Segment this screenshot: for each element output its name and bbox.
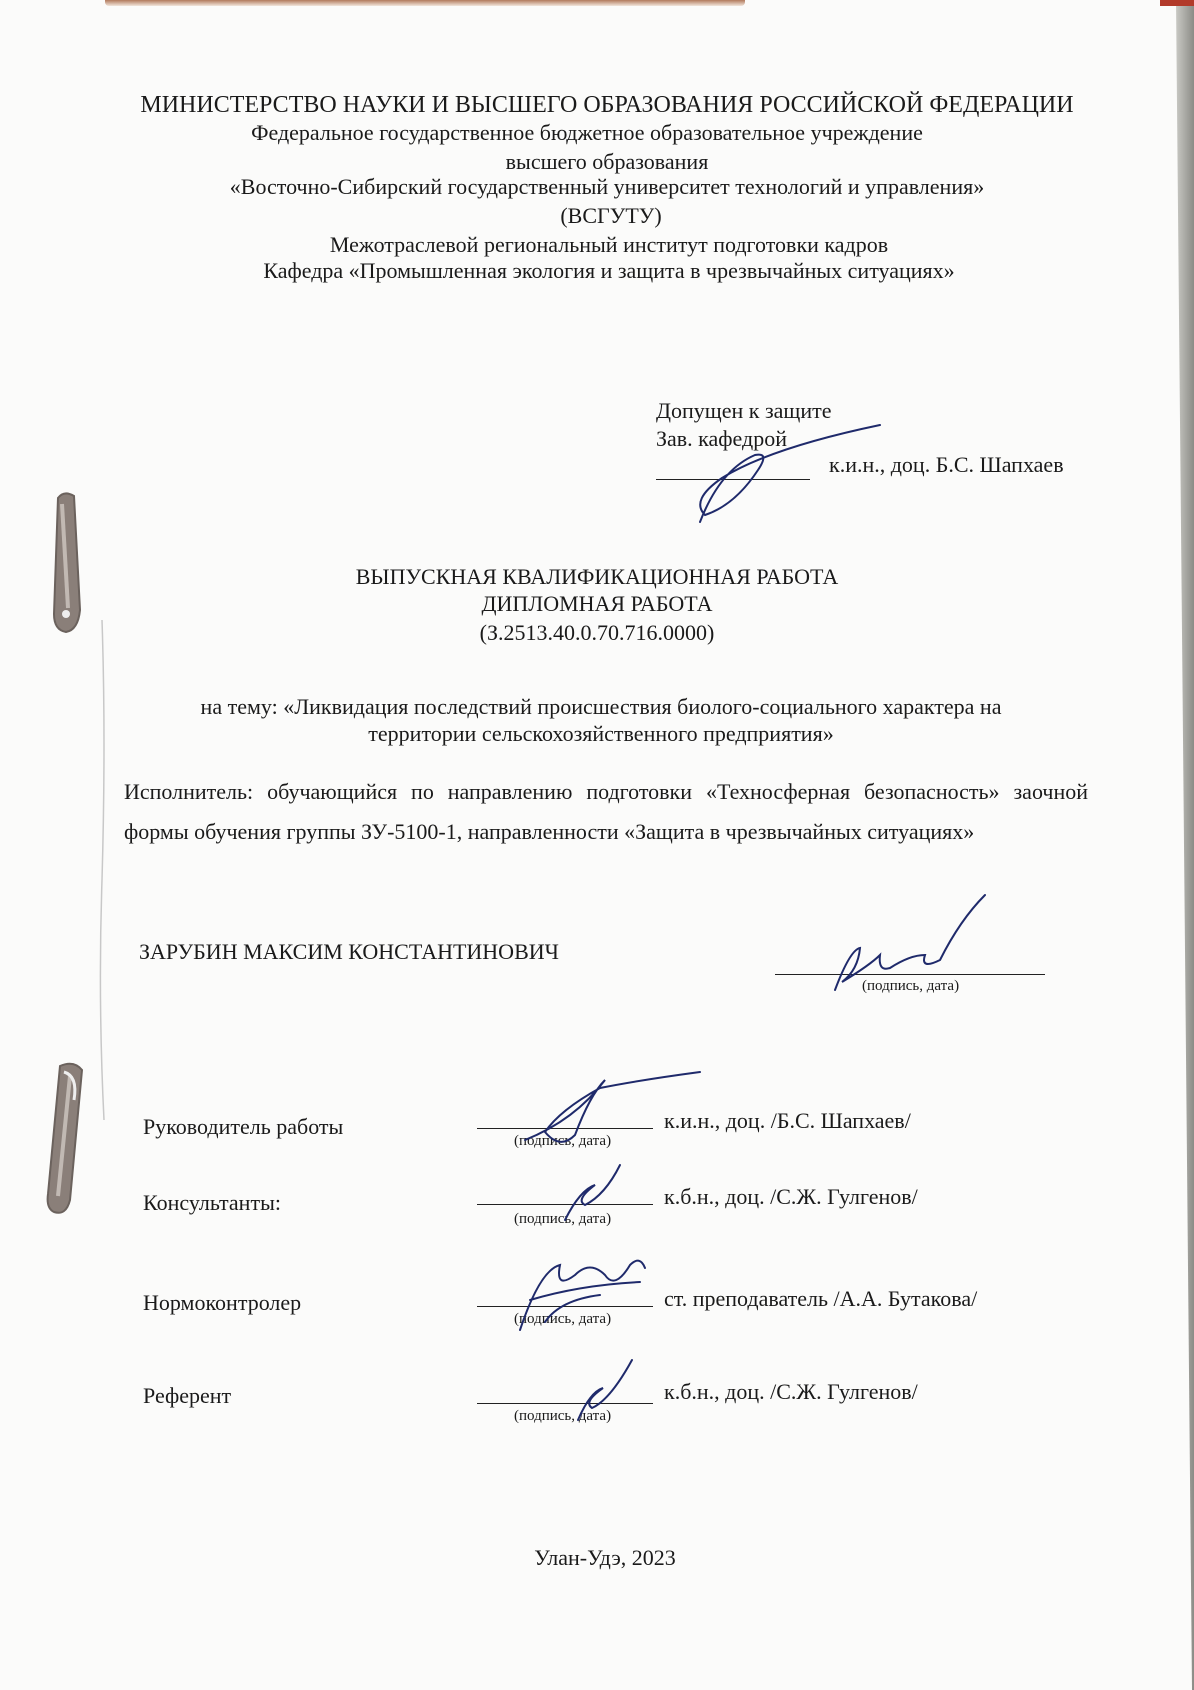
head-of-department-label: Зав. кафедрой [656, 426, 787, 451]
work-code: (З.2513.40.0.70.716.0000) [479, 620, 715, 645]
head-of-department-name: к.и.н., доц. Б.С. Шапхаев [829, 452, 1064, 477]
reviewer-signature-caption: (подпись, дата) [514, 1408, 612, 1424]
admission-signature-line [656, 479, 810, 480]
paper-edge-strip-right [1160, 0, 1194, 6]
supervisor-signature-line [477, 1128, 653, 1129]
norm-controller-signature-caption: (подпись, дата) [514, 1311, 612, 1327]
executor-description: Исполнитель: обучающийся по направлению подготовки «Техносферная безопасность» заочной формы обучения группы ЗУ-5100-1, направленности «Защита в чрезвычайных ситуациях» [124, 779, 1088, 844]
student-name: ЗАРУБИН МАКСИМ КОНСТАНТИНОВИЧ [139, 939, 559, 964]
consultant-name: к.б.н., доц. /С.Ж. Гулгенов/ [664, 1184, 918, 1209]
supervisor-name: к.и.н., доц. /Б.С. Шапхаев/ [664, 1108, 911, 1133]
reviewer-signature-line [477, 1403, 653, 1404]
institution-type: Федеральное государственное бюджетное образовательное учреждение [251, 120, 923, 145]
norm-controller-signature-line [477, 1306, 653, 1307]
work-type-title: ВЫПУСКНАЯ КВАЛИФИКАЦИОННАЯ РАБОТА [355, 564, 839, 589]
ministry-heading: МИНИСТЕРСТВО НАУКИ И ВЫСШЕГО ОБРАЗОВАНИЯ РОССИЙСКОЙ ФЕДЕРАЦИИ [140, 92, 1074, 118]
reviewer-name: к.б.н., доц. /С.Ж. Гулгенов/ [664, 1379, 918, 1404]
consultant-role: Консультанты: [143, 1190, 281, 1215]
work-subtype-title: ДИПЛОМНАЯ РАБОТА [481, 591, 713, 616]
university-abbreviation: (ВСГУТУ) [560, 203, 662, 228]
student-signature-line [775, 974, 1045, 975]
theme-line-2: территории сельскохозяйственного предприятия» [368, 721, 834, 746]
consultant-signature-line [477, 1204, 653, 1205]
institute-name: Межотраслевой региональный институт подготовки кадров [329, 232, 889, 257]
student-signature-caption: (подпись, дата) [862, 978, 960, 994]
education-level: высшего образования [505, 149, 709, 174]
university-name: «Восточно-Сибирский государственный университет технологий и управления» [229, 174, 985, 199]
reviewer-role: Референт [143, 1383, 232, 1408]
norm-controller-role: Нормоконтролер [143, 1290, 302, 1315]
consultant-signature-caption: (подпись, дата) [514, 1211, 612, 1227]
supervisor-signature-caption: (подпись, дата) [514, 1133, 612, 1149]
paper-edge-strip [105, 0, 745, 6]
theme-line-1: на тему: «Ликвидация последствий происшествия биолого-социального характера на [200, 694, 1002, 719]
norm-controller-name: ст. преподаватель /А.А. Бутакова/ [664, 1286, 978, 1311]
department-name: Кафедра «Промышленная экология и защита в чрезвычайных ситуациях» [263, 258, 955, 283]
supervisor-role: Руководитель работы [143, 1114, 344, 1139]
city-year: Улан-Удэ, 2023 [534, 1545, 676, 1570]
binder-clip-icon [40, 1060, 96, 1220]
admission-label: Допущен к защите [656, 398, 832, 423]
